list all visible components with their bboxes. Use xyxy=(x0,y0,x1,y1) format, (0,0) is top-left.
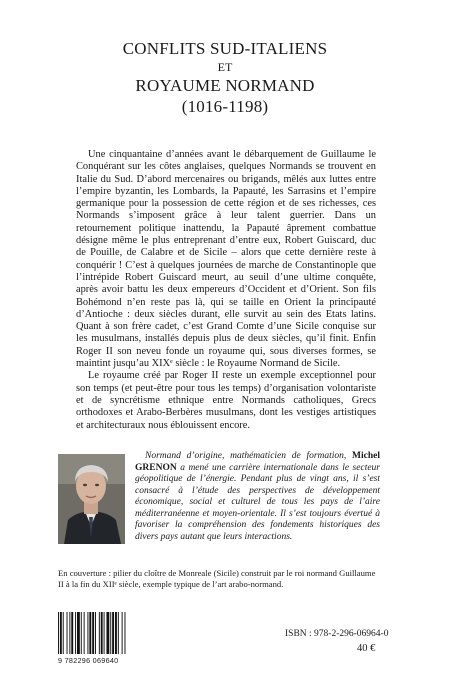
author-bio-text: a mené une carrière internationale dans le secteur géopolitique de l’énergie. Pendant plus de vingt ans, il s’est consacré à l’étude des perspectives de développement économique, social et culturel de tous les pays de l’aire méditerranéenne et moyen-orientale. Il s’est toujours évertué à favoriser la compréhension des fondements historiques des divers pays autant que leurs interactions. xyxy=(135,462,380,542)
book-title xyxy=(0,38,450,117)
barcode-bar xyxy=(115,612,117,654)
price: 40 € xyxy=(357,643,376,654)
author-portrait-icon xyxy=(58,454,125,544)
barcode-bar xyxy=(104,612,105,654)
barcode-bar xyxy=(71,612,73,654)
author-bio-intro: Normand d’origine, mathématicien de formation, xyxy=(145,451,353,461)
title-dates: (1016-1198) xyxy=(181,97,269,116)
barcode-number: 9 782296 069640 xyxy=(58,656,119,665)
barcode-bar xyxy=(125,612,126,654)
blurb xyxy=(76,149,376,432)
barcode-bar xyxy=(118,612,119,654)
barcode-bar xyxy=(112,612,114,654)
barcode xyxy=(58,612,148,654)
barcode-bar xyxy=(75,612,76,654)
blurb-paragraph-1: Une cinquantaine d’années avant le débarquement de Guillaume le Conquérant sur les côtes anglaises, quelques Normands se trouvent en Italie du Sud. D’abord mercenaires ou brigands, mêlés aux luttes entre l’empire byzantin, les Lombards, la Papauté, les Sarrasins et l’empire germanique pour la possession de cette région et de ses richesses, ces Normands s’imposent grâce à leur talent guerrier. Dans un retournement politique inattendu, la Papauté âprement combattue désigne même le plus entreprenant d’entre eux, Robert Guiscard, duc de Pouille, de Calabre et de Sicile – alors que cette dernière reste à conquérir ! C’est à quelques journées de marche de Constantinople que l’intrépide Robert Guiscard meurt, au seuil d’une ultime conquête, après avoir battu les deux empereurs d’Occident et d’Orient. Son fils Bohémond n’en reste pas là, qui se taille en Orient la principauté d’Antioche : deux siècles durant, elle survit au sein des Etats latins. Quant à son frère cadet, c’est Grand Comte d’une Sicile conquise sur les musulmans, installés depuis plus de deux siècles, qu’il finit. Enfin Roger II son neveu fonde un royaume qui, sous diverses formes, se maintint jusqu’au XIXᵉ siècle : le Royaume Normand de Sicile. xyxy=(76,149,376,370)
author-name: Michel GRENON xyxy=(135,451,380,473)
barcode-bar xyxy=(84,612,85,654)
blurb-paragraph-2: Le royaume créé par Roger II reste un exemple exceptionnel pour son temps (et peut-être pour tous les temps) d’organisation volontariste et de syncrétisme ethnique entre Normands catholiques, Grecs orthodoxes et Arabo-Berbères musulmans, dont les vestiges artistiques et architecturaux nous éblouissent encore. xyxy=(76,370,376,431)
barcode-bar xyxy=(110,612,111,654)
barcode-bar xyxy=(58,612,59,654)
title-line-2: ROYAUME NORMAND xyxy=(135,76,315,95)
title-line-1: CONFLITS SUD-ITALIENS xyxy=(122,39,328,58)
barcode-bar xyxy=(60,612,62,654)
title-conjunction: ET xyxy=(217,60,233,74)
barcode-bar xyxy=(77,612,80,654)
barcode-bar xyxy=(87,612,88,654)
barcode-bar xyxy=(67,612,68,654)
barcode-bar xyxy=(95,612,96,654)
barcode-bar xyxy=(101,612,103,654)
author-photo xyxy=(58,454,125,544)
barcode-bar xyxy=(89,612,91,654)
barcode-bar xyxy=(122,612,123,654)
barcode-bar xyxy=(63,612,64,654)
cover-credit: En couverture : pilier du cloître de Monreale (Sicile) construit par le roi normand Guillaume II à la fin du XIIᵉ siècle, exemple typique de l’art arabo-normand. xyxy=(58,568,376,589)
barcode-bar xyxy=(106,612,109,654)
barcode-bar xyxy=(69,612,70,654)
author-bio xyxy=(135,451,380,543)
barcode-bar xyxy=(81,612,82,654)
isbn: ISBN : 978-2-296-06964-0 xyxy=(285,629,389,639)
barcode-bar xyxy=(99,612,100,654)
barcode-bar xyxy=(92,612,94,654)
